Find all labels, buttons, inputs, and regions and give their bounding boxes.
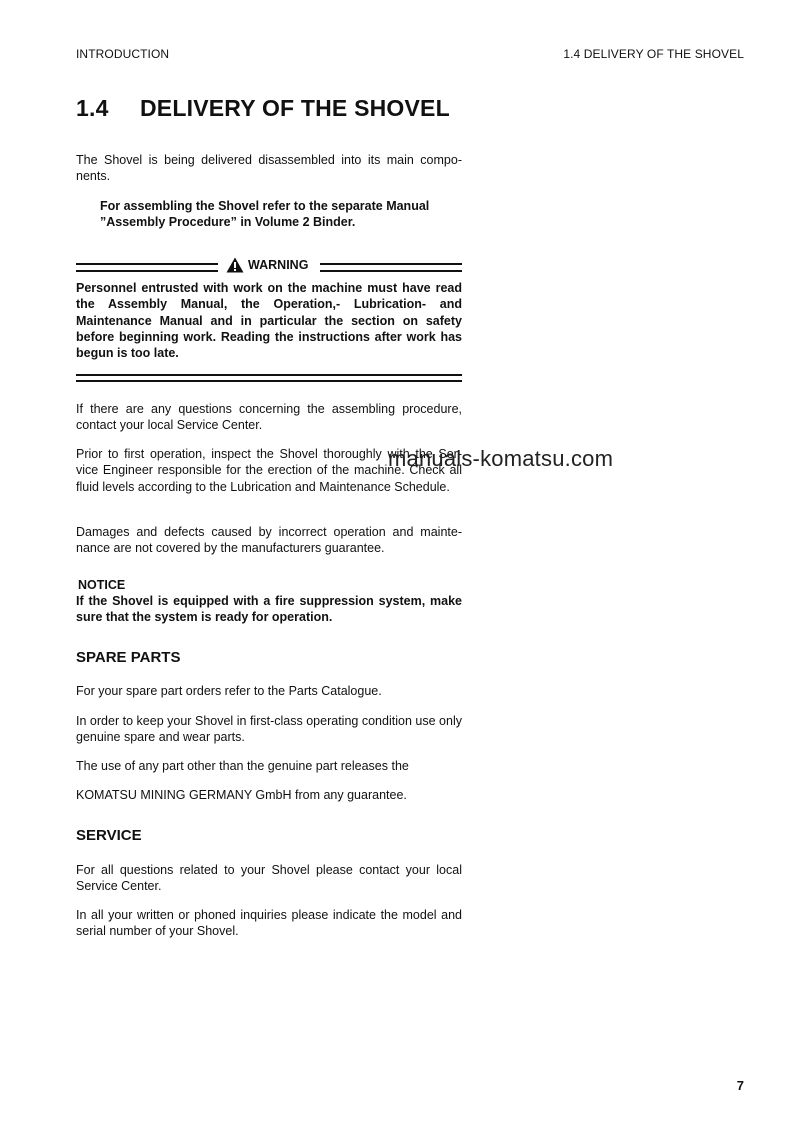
service-paragraph-1: For all questions related to your Shovel please contact your local Service Center. xyxy=(76,863,462,894)
spare-parts-paragraph-2: In order to keep your Shovel in first-class operating condition use only genuine spare and wear parts. xyxy=(76,714,462,745)
warning-rule-right xyxy=(320,263,462,272)
guarantee-paragraph: Damages and defects caused by incorrect operation and mainte-nance are not covered by the manufacturers guarantee. xyxy=(76,525,462,556)
spare-parts-paragraph-1: For your spare part orders refer to the Parts Catalogue. xyxy=(76,684,382,698)
warning-label xyxy=(226,257,308,273)
section-number: 1.4 xyxy=(76,95,109,121)
warning-banner xyxy=(76,256,462,276)
warning-text: Personnel entrusted with work on the machine must have read the Assembly Manual, the Operation,- Lubrication- and Maintenance Manual and in particular the section on safety before beginning work. Reading the instructions after work has begun is too late. xyxy=(76,281,462,361)
inspection-paragraph: Prior to first operation, inspect the Shovel thoroughly with the Ser-vice Engineer responsible for the erection of the machine. Check all fluid levels according to the Lubrication and Maintenance Schedule. xyxy=(76,447,462,494)
section-title xyxy=(76,95,450,122)
spare-parts-heading: SPARE PARTS xyxy=(76,649,181,666)
warning-triangle-icon xyxy=(226,257,244,273)
notice-label: NOTICE xyxy=(78,578,126,592)
watermark-text: manuals-komatsu.com xyxy=(388,446,614,471)
running-header-right: 1.4 DELIVERY OF THE SHOVEL xyxy=(563,47,744,61)
section-title-text: DELIVERY OF THE SHOVEL xyxy=(140,95,450,121)
warning-bottom-rule xyxy=(76,374,462,382)
notice-text: If the Shovel is equipped with a fire suppression system, make sure that the system is ready for operation. xyxy=(76,594,462,625)
questions-paragraph: If there are any questions concerning the assembling procedure, contact your local Service Center. xyxy=(76,402,462,433)
warning-rule-left xyxy=(76,263,218,272)
warning-label-text: WARNING xyxy=(248,258,309,272)
intro-paragraph: The Shovel is being delivered disassembled into its main compo-nents. xyxy=(76,153,462,184)
page-number: 7 xyxy=(736,1078,744,1093)
spare-parts-paragraph-4: KOMATSU MINING GERMANY GmbH from any guarantee. xyxy=(76,788,407,802)
service-heading: SERVICE xyxy=(76,827,142,844)
assembly-reference: For assembling the Shovel refer to the separate Manual ”Assembly Procedure” in Volume 2 Binder. xyxy=(100,199,430,230)
service-paragraph-2: In all your written or phoned inquiries please indicate the model and serial number of your Shovel. xyxy=(76,908,462,939)
spare-parts-paragraph-3: The use of any part other than the genuine part releases the xyxy=(76,759,409,773)
running-header-left: INTRODUCTION xyxy=(76,47,170,61)
